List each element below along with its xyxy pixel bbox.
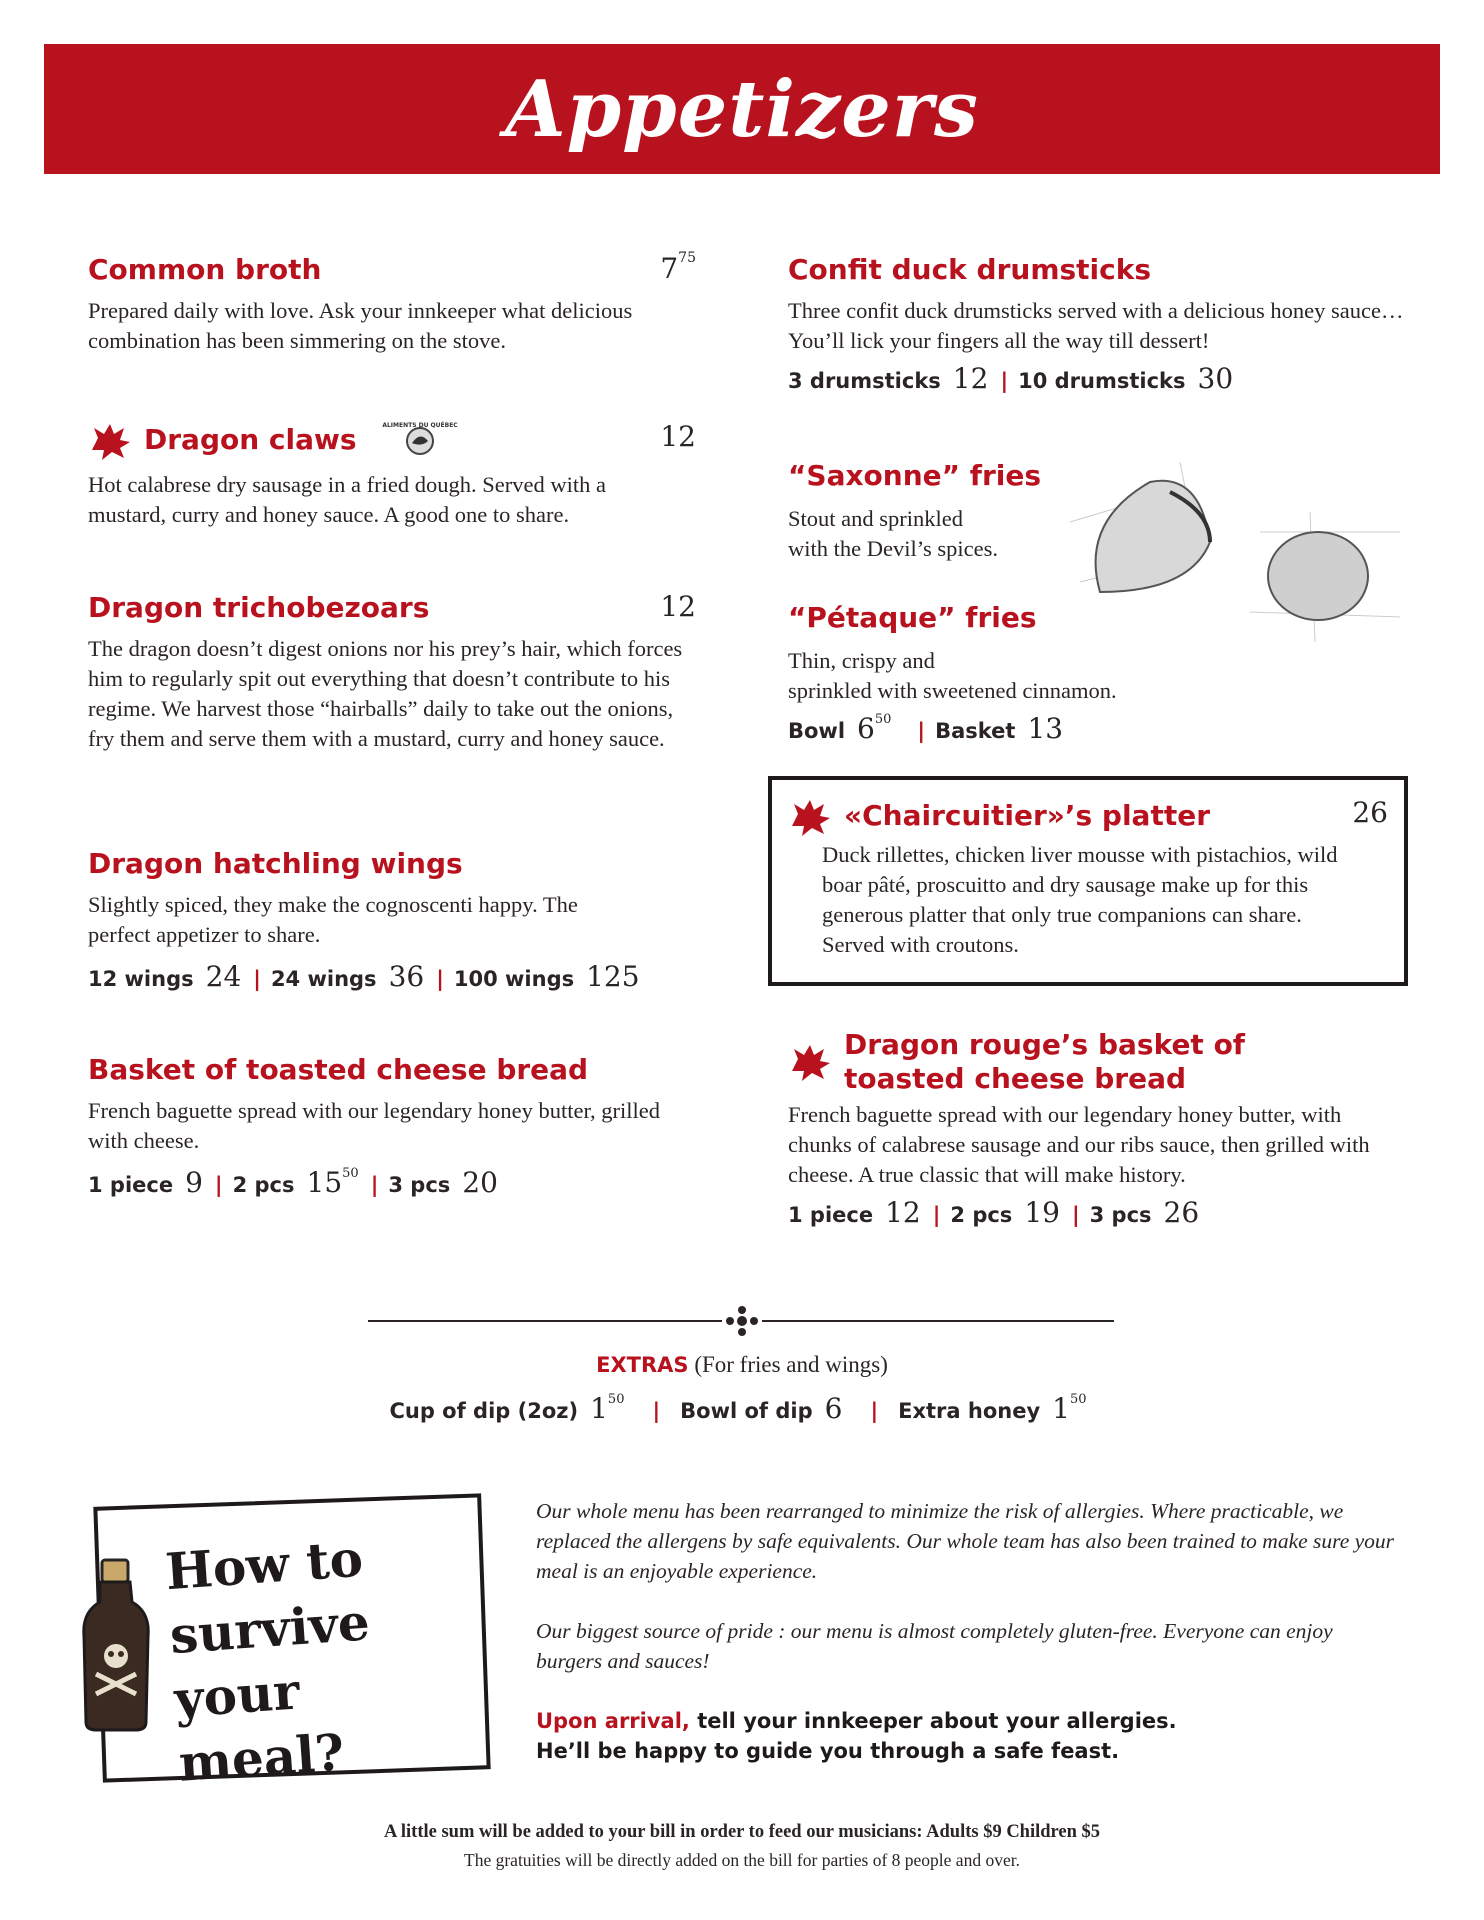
menu-item-chaircuitier-platter [788,796,1388,960]
extras-options: Cup of dip (2oz) $1^{50}$ | Bowl of dip 6 | Extra honey $1^{50}$ [389,1392,1087,1425]
item-price: 26 [1352,796,1388,829]
item-description: French baguette spread with our legendary honey butter, with chunks of calabrese sausage and our ribs sauce, then grilled with cheese. A true classic that will make history. [788,1102,1370,1187]
item-title: Confit duck drumsticks [788,253,1152,286]
menu-item-dragon-rouge-bread [788,1028,1408,1229]
item-description: Three confit duck drumsticks served with a delicious honey sauce… You’ll lick your fingers all the way till dessert! [788,298,1404,353]
menu-item-duck-drumsticks [788,252,1408,395]
price-options: 12 wings 24 | 24 wings 36 | 100 wings 125 [88,960,640,993]
allergy-info [536,1496,1396,1766]
item-description: Slightly spiced, they make the cognoscenti happy. The perfect appetizer to share. [88,892,578,947]
allergy-paragraph-1: Our whole menu has been rearranged to minimize the risk of allergies. Where practicable, we replaced the allergens by safe equivalents. Our whole team has also been trained to make sure your meal is an enjoyable experience. [536,1499,1395,1583]
musician-fee-note: A little sum will be added to your bill in order to feed our musicians: Adults $9 Children $5 [383,1822,1101,1842]
item-description: French baguette spread with our legendary honey butter, grilled with cheese. [88,1098,661,1153]
item-title: «Chaircuitier»’s platter [788,796,1388,838]
allergy-heading: How to survive your meal? [163,1528,372,1793]
dragon-icon [88,420,134,462]
item-price: 12 [660,420,696,453]
menu-item-common-broth [88,252,700,356]
item-title: Basket of toasted cheese bread [88,1053,589,1086]
menu-item-cheese-bread [88,1052,700,1199]
menu-item-petaque-fries [788,600,1408,745]
item-description: Stout and sprinkled with the Devil’s spices. [788,506,998,561]
poison-bottle-icon [76,1556,156,1736]
menu-item-dragon-claws [88,420,700,530]
menu-item-trichobezoars [88,590,700,754]
quebec-food-badge-icon [382,421,458,461]
item-description: Duck rillettes, chicken liver mousse with pistachios, wild boar pâté, proscuitto and dry sausage make up for this generous platter that only true companions can share. Served with croutons. [822,842,1338,957]
item-title: “Pétaque” fries [788,601,1037,634]
item-title: Dragon trichobezoars [88,591,430,624]
menu-item-saxonne-fries [788,458,1088,564]
fleur-ornament-icon [722,1304,762,1338]
item-price: $7^{75}$ [660,250,696,285]
item-description: The dragon doesn’t digest onions nor his prey’s hair, which forces him to regularly spit out everything that doesn’t contribute to his regime. We harvest those “hairballs” daily to take out the onions, fry them and serve them with a mustard, curry and honey sauce. [88,636,683,751]
item-title: Dragon claws ALIMENTS DU QUÉBEC [88,420,700,462]
price-options: 1 piece 9 | 2 pcs $15^{50}$ | 3 pcs 20 [88,1166,498,1199]
price-options: 3 drumsticks 12 | 10 drumsticks 30 [788,362,1234,395]
item-price: 12 [660,590,696,623]
price-options: Bowl $6^{50}$ | Basket 13 [788,712,1064,745]
item-description: Hot calabrese dry sausage in a fried dough. Served with a mustard, curry and honey sauce. A good one to share. [88,472,606,527]
page-title: Appetizers [505,63,979,155]
dragon-icon [788,796,834,838]
dragon-icon [788,1039,834,1085]
item-title: Dragon rouge’s basket of toasted cheese bread [844,1028,1245,1095]
gratuity-note: The gratuities will be directly added on the bill for parties of 8 people and over. [464,1850,1020,1870]
allergy-arrival-note: Upon arrival, tell your innkeeper about your allergies. He’ll be happy to guide you through a safe feast. [536,1709,1177,1763]
badge-text: ALIMENTS DU QUÉBEC [382,422,458,429]
item-title: Dragon hatchling wings [88,847,463,880]
item-title: Common broth [88,253,322,286]
item-description: Prepared daily with love. Ask your innkeeper what delicious combination has been simmering on the stove. [88,298,633,353]
item-title-row [788,1028,1408,1096]
item-description: Thin, crispy and sprinkled with sweetened cinnamon. [788,648,1117,703]
extras-heading: EXTRAS (For fries and wings) [596,1352,888,1377]
item-title: “Saxonne” fries [788,459,1042,492]
allergy-paragraph-2: Our biggest source of pride : our menu is almost completely gluten-free. Everyone can enjoy burgers and sauces! [536,1619,1333,1673]
menu-item-hatchling-wings [88,846,700,993]
price-options: 1 piece 12 | 2 pcs 19 | 3 pcs 26 [788,1196,1200,1229]
header-banner [44,44,1440,174]
